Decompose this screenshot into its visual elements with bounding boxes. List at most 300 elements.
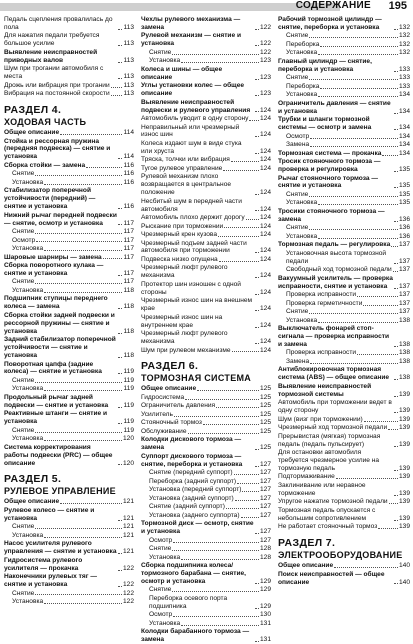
toc-entry[interactable] <box>141 16 271 32</box>
toc-entry[interactable] <box>141 82 271 98</box>
toc-page-number: 139 <box>398 523 410 531</box>
toc-entry[interactable] <box>278 366 410 382</box>
dot-leader <box>310 146 398 147</box>
dot-leader <box>172 591 259 592</box>
toc-page-number: 130 <box>259 611 271 619</box>
toc-entry[interactable] <box>4 573 134 589</box>
toc-entry[interactable] <box>278 191 410 199</box>
toc-entry-title: Снятие <box>12 170 35 178</box>
toc-entry-title: Чехлы рулевого механизма — замена <box>141 16 241 31</box>
toc-entry[interactable] <box>141 562 271 586</box>
toc-entry-title: Шум при рулевом механизме <box>141 346 231 354</box>
toc-entry[interactable] <box>278 523 410 531</box>
toc-entry[interactable] <box>141 198 271 214</box>
toc-entry-title: Установка <box>149 57 181 65</box>
dot-leader <box>174 416 259 417</box>
toc-entry[interactable] <box>141 512 271 520</box>
toc-entry[interactable] <box>4 361 134 377</box>
toc-entry[interactable] <box>141 595 271 611</box>
toc-page-number: 117 <box>123 236 134 244</box>
toc-entry[interactable] <box>141 385 271 393</box>
toc-entry-title: Переборка <box>286 82 320 90</box>
toc-entry[interactable] <box>278 58 410 74</box>
toc-page-number: 139 <box>398 473 410 481</box>
toc-entry[interactable] <box>141 478 271 486</box>
toc-entry[interactable] <box>141 620 271 628</box>
dot-leader <box>118 308 122 309</box>
toc-entry-title: Снятие (передний суппорт) <box>149 469 233 477</box>
toc-entry[interactable] <box>4 523 134 531</box>
section-title: ХОДОВАЯ ЧАСТЬ <box>4 117 87 128</box>
page-number: 195 <box>388 0 407 12</box>
toc-entry[interactable] <box>4 16 134 32</box>
toc-page-number: 124 <box>259 338 271 345</box>
toc-entry[interactable] <box>278 241 410 249</box>
toc-page-number: 138 <box>398 374 410 382</box>
toc-entry-title: Стабилизатор поперечной устойчивости (передний) — снятие и установка <box>4 187 96 211</box>
toc-entry-title: Выключатель фонарей стоп-сигнала — проверка исправности и замена <box>278 325 390 348</box>
toc-page-number: 117 <box>123 245 134 253</box>
toc-entry[interactable] <box>141 115 271 123</box>
dot-leader <box>36 241 122 242</box>
toc-page-number: 127 <box>259 536 271 544</box>
toc-entry[interactable] <box>4 237 134 245</box>
toc-entry[interactable] <box>278 41 410 49</box>
toc-page-number: 125 <box>259 410 271 418</box>
toc-entry-title: Общее описание <box>4 129 60 137</box>
toc-entry[interactable] <box>141 314 271 330</box>
dot-leader <box>118 407 122 408</box>
dot-leader <box>181 559 259 560</box>
toc-page-number: 121 <box>122 523 134 531</box>
toc-entry-title: Наконечники рулевых тяг — снятие и установка <box>4 573 97 589</box>
toc-page-number: 123 <box>259 57 271 65</box>
toc-page-number: 136 <box>398 215 410 223</box>
toc-page-number: 132 <box>398 23 410 31</box>
toc-entry[interactable] <box>4 498 134 506</box>
toc-entry-title: Тормозная педаль — регулировка <box>278 241 391 249</box>
toc-entry[interactable] <box>4 532 134 540</box>
toc-entry[interactable] <box>278 250 410 266</box>
toc-entry[interactable] <box>278 308 410 316</box>
toc-page-number: 124 <box>259 222 271 230</box>
dot-leader <box>391 246 398 247</box>
toc-page-number: 134 <box>398 149 410 157</box>
toc-entry-title: Снятие <box>12 523 35 531</box>
toc-entry-title: Нижний рычаг передней подвески — снятие, осмотр и установка <box>4 211 117 227</box>
toc-entry[interactable] <box>141 611 271 619</box>
toc-entry[interactable] <box>4 32 134 48</box>
toc-entry-title: Тормозной диск — осмотр, снятие и установка <box>141 520 254 536</box>
toc-entry[interactable] <box>141 486 271 494</box>
toc-entry[interactable] <box>278 175 410 191</box>
toc-entry[interactable] <box>141 49 271 57</box>
toc-entry[interactable] <box>278 399 410 415</box>
dot-leader <box>216 407 259 408</box>
dot-leader <box>309 313 398 314</box>
toc-entry[interactable] <box>278 16 410 32</box>
toc-page-number: 131 <box>259 636 271 644</box>
toc-entry[interactable] <box>4 138 134 162</box>
dot-leader <box>118 208 122 209</box>
toc-entry[interactable] <box>141 411 271 419</box>
dot-leader <box>246 219 259 220</box>
toc-entry-title: Снятие <box>12 589 35 597</box>
toc-entry-title: Установка <box>12 385 44 393</box>
dot-leader <box>255 641 259 642</box>
toc-entry[interactable] <box>141 503 271 511</box>
toc-page-number: 124 <box>259 106 271 114</box>
dot-leader <box>232 351 259 352</box>
dot-leader <box>118 62 122 63</box>
toc-entry[interactable] <box>4 312 134 336</box>
dot-leader <box>255 294 259 295</box>
toc-entry[interactable] <box>141 469 271 477</box>
toc-entry-title: Трубки и шланги тормозной системы — осмотр и замена <box>278 116 372 132</box>
toc-page-number: 122 <box>122 581 134 589</box>
toc-entry[interactable] <box>278 473 410 481</box>
toc-entry[interactable] <box>4 170 134 178</box>
toc-entry-title: Поиск неисправностей — общее описание <box>278 570 385 586</box>
toc-page-number: 122 <box>122 589 134 597</box>
toc-entry[interactable] <box>278 74 410 82</box>
toc-entry[interactable] <box>4 245 134 253</box>
toc-entry[interactable] <box>278 358 410 366</box>
toc-page-number: 137 <box>398 266 410 274</box>
toc-page-number: 124 <box>259 305 271 313</box>
toc-entry[interactable] <box>4 90 134 98</box>
toc-page-number: 123 <box>259 90 271 98</box>
toc-page-number: 134 <box>398 107 410 115</box>
dot-leader <box>309 229 398 230</box>
toc-page-number: 135 <box>398 166 410 174</box>
toc-entry-title: Тросик стояночного тормоза — проверка и регулировка <box>278 158 381 174</box>
toc-page-number: 128 <box>259 553 271 561</box>
toc-page-number: 135 <box>398 199 410 207</box>
toc-entry[interactable] <box>4 212 134 228</box>
dot-leader <box>118 373 122 374</box>
toc-entry[interactable] <box>141 586 271 594</box>
toc-entry[interactable] <box>141 231 271 239</box>
toc-entry[interactable] <box>141 223 271 231</box>
toc-entry[interactable] <box>141 32 271 48</box>
toc-entry[interactable] <box>4 385 134 393</box>
toc-page-number: 125 <box>259 444 271 452</box>
toc-entry-title: Колодки барабанного тормоза — замена <box>141 628 250 644</box>
dot-leader <box>394 446 398 447</box>
toc-entry-title: Переборка осевого порта подшипника <box>149 594 228 610</box>
dot-leader <box>336 478 398 479</box>
toc-page-number: 116 <box>123 203 134 211</box>
dot-leader <box>231 161 259 162</box>
toc-page-number: 138 <box>398 316 410 324</box>
toc-page-number: 113 <box>123 56 134 64</box>
toc-entry[interactable] <box>141 165 271 173</box>
toc-entry[interactable] <box>278 562 410 570</box>
toc-entry[interactable] <box>4 179 134 187</box>
toc-entry[interactable] <box>141 173 271 197</box>
toc-entry-title: Снятие (задний суппорт) <box>149 503 225 511</box>
dot-leader <box>44 292 122 293</box>
toc-entry-title: Заклинивание или неравное торможение <box>278 481 366 497</box>
dot-leader <box>118 570 122 571</box>
toc-entry-title: Прерывистая (мягкая) тормозная педаль (педаль пульсирует) <box>278 432 381 448</box>
toc-entry-title: Продольный рычаг задней подвески — снятие и установка <box>4 393 109 409</box>
dot-leader <box>394 187 398 188</box>
toc-entry[interactable] <box>141 330 271 346</box>
toc-entry[interactable] <box>4 49 134 65</box>
toc-entry-title: Углы установки колес — общее описание <box>141 82 245 98</box>
dot-leader <box>255 608 259 609</box>
toc-entry[interactable] <box>4 435 134 443</box>
toc-entry[interactable] <box>278 571 410 587</box>
toc-entry[interactable] <box>4 394 134 410</box>
toc-entry-title: Насос усилителя рулевого управления — снятие и установка <box>4 540 117 556</box>
dot-leader <box>44 250 122 251</box>
toc-entry[interactable] <box>4 590 134 598</box>
toc-entry[interactable] <box>4 162 134 170</box>
toc-entry-title: Установка <box>149 619 181 627</box>
toc-page-number: 123 <box>259 73 271 81</box>
toc-page-number: 124 <box>259 156 271 164</box>
dot-leader <box>44 537 122 538</box>
toc-page-number: 125 <box>259 385 271 393</box>
toc-entry[interactable] <box>278 498 410 506</box>
toc-entry-title: Осмотр <box>149 611 173 619</box>
toc-entry-title: Проверка исправности <box>286 349 357 357</box>
toc-entry[interactable] <box>278 150 410 158</box>
toc-entry[interactable] <box>4 598 134 606</box>
toc-entry-title: Проверка исправности <box>286 291 357 299</box>
dot-leader <box>255 45 259 46</box>
dot-leader <box>394 71 398 72</box>
toc-entry[interactable] <box>4 287 134 295</box>
toc-entry[interactable] <box>278 208 410 224</box>
toc-entry[interactable] <box>141 394 271 402</box>
toc-entry[interactable] <box>278 433 410 449</box>
toc-entry[interactable] <box>278 383 410 399</box>
toc-entry[interactable] <box>141 537 271 545</box>
toc-entry[interactable] <box>278 317 410 325</box>
toc-page-number: 132 <box>398 49 410 57</box>
toc-page-number: 133 <box>398 65 410 73</box>
toc-entry[interactable] <box>141 495 271 503</box>
toc-page-number: 139 <box>398 424 410 432</box>
toc-entry-title: Тормозная система — прокачка <box>278 149 382 157</box>
toc-page-number: 137 <box>398 257 410 265</box>
dot-leader <box>394 412 398 413</box>
toc-entry[interactable] <box>4 129 134 137</box>
toc-entry-title: Подвеска низко опущена <box>141 255 218 263</box>
dot-leader <box>188 433 259 434</box>
dot-leader <box>388 429 398 430</box>
toc-entry-title: Установка <box>12 435 44 443</box>
dot-leader <box>255 194 259 195</box>
toc-entry-title: Дрожь или вибрация при трогании <box>4 81 110 89</box>
toc-entry[interactable] <box>278 199 410 207</box>
toc-page-number: 118 <box>123 303 134 311</box>
toc-entry-title: Установка <box>12 178 44 186</box>
toc-page-number: 113 <box>123 73 134 81</box>
toc-entry[interactable] <box>4 278 134 286</box>
toc-entry[interactable] <box>278 449 410 473</box>
toc-entry[interactable] <box>141 402 271 410</box>
toc-entry-title: Снятие <box>149 48 172 56</box>
toc-entry[interactable] <box>278 116 410 132</box>
toc-entry[interactable] <box>278 100 410 116</box>
toc-page-number: 119 <box>123 426 134 434</box>
toc-entry[interactable] <box>4 254 134 262</box>
toc-entry[interactable] <box>4 187 134 211</box>
toc-entry[interactable] <box>4 444 134 468</box>
toc-entry[interactable] <box>141 453 271 469</box>
toc-page-number: 125 <box>259 427 271 435</box>
toc-entry-title: Установка <box>12 531 44 539</box>
toc-entry[interactable] <box>278 291 410 299</box>
toc-entry[interactable] <box>278 32 410 40</box>
toc-entry[interactable] <box>141 628 271 644</box>
toc-entry[interactable] <box>278 325 410 349</box>
toc-entry[interactable] <box>141 57 271 65</box>
toc-entry[interactable] <box>278 266 410 274</box>
toc-entry-title: Снятие <box>286 224 309 232</box>
dot-leader <box>394 583 398 584</box>
toc-entry[interactable] <box>141 436 271 452</box>
toc-entry[interactable] <box>4 410 134 426</box>
toc-entry-title: Автомобиль при торможении ведет в одну сторону <box>278 399 392 415</box>
dot-leader <box>118 158 122 159</box>
toc-entry-title: Автомобиль плохо держит дорогу <box>141 214 245 222</box>
toc-entry-title: Установка (задний суппорт) <box>149 494 234 502</box>
toc-entry[interactable] <box>278 416 410 424</box>
toc-page-number: 124 <box>259 272 271 280</box>
dot-leader <box>394 263 398 264</box>
toc-entry[interactable] <box>278 424 410 432</box>
toc-entry[interactable] <box>141 297 271 313</box>
toc-entry-title: Общее описание <box>141 385 197 393</box>
toc-page-number: 129 <box>259 602 271 610</box>
dot-leader <box>35 528 122 529</box>
toc-entry[interactable] <box>141 99 271 115</box>
toc-entry[interactable] <box>4 228 134 236</box>
dot-leader <box>309 79 398 80</box>
toc-entry-title: Усилитель <box>141 410 173 418</box>
toc-entry[interactable] <box>4 336 134 360</box>
toc-entry-title: Автомобиль уводит в одну сторону <box>141 115 249 123</box>
toc-entry[interactable] <box>141 281 271 297</box>
toc-entry[interactable] <box>4 65 134 81</box>
toc-page-number: 139 <box>398 489 410 497</box>
toc-entry-title: Установка <box>149 553 181 561</box>
toc-entry[interactable] <box>141 545 271 553</box>
toc-page-number: 124 <box>259 131 271 139</box>
toc-entry-title: Колодки дискового тормоза — замена <box>141 436 242 452</box>
toc-entry[interactable] <box>141 256 271 264</box>
toc-entry[interactable] <box>4 427 134 435</box>
toc-entry-title: Упругое нажатие тормозной педали <box>278 498 388 506</box>
toc-entry-title: Замена <box>286 357 310 365</box>
dot-leader <box>394 221 398 222</box>
toc-entry-title: Для нажатия педали требуется большое усилие <box>4 32 100 48</box>
toc-page-number: 122 <box>122 564 134 572</box>
toc-entry[interactable] <box>141 240 271 256</box>
toc-page-number: 133 <box>398 74 410 82</box>
toc-entry[interactable] <box>141 520 271 536</box>
toc-entry[interactable] <box>141 419 271 427</box>
toc-entry[interactable] <box>4 507 134 523</box>
dot-leader <box>310 138 398 139</box>
toc-entry[interactable] <box>278 482 410 498</box>
toc-entry[interactable] <box>278 275 410 291</box>
toc-entry[interactable] <box>141 140 271 156</box>
toc-page-number: 134 <box>398 91 410 99</box>
toc-entry-title: Система корректирования работы подвески (PRC) — общее описание <box>4 443 113 467</box>
dot-leader <box>255 79 259 80</box>
toc-entry[interactable] <box>141 347 271 355</box>
toc-entry[interactable] <box>141 156 271 164</box>
toc-page-number: 122 <box>122 598 134 606</box>
toc-entry[interactable] <box>278 83 410 91</box>
toc-entry[interactable] <box>278 158 410 174</box>
toc-entry-title: Снятие <box>286 74 309 82</box>
toc-page-number: 124 <box>259 255 271 263</box>
toc-entry[interactable] <box>141 124 271 140</box>
dot-leader <box>60 134 122 135</box>
dot-leader <box>118 357 122 358</box>
toc-entry[interactable] <box>141 554 271 562</box>
dot-leader <box>111 95 123 96</box>
toc-entry[interactable] <box>278 141 410 149</box>
toc-entry[interactable] <box>4 557 134 573</box>
toc-entry[interactable] <box>278 49 410 57</box>
toc-entry[interactable] <box>141 264 271 280</box>
toc-entry[interactable] <box>278 349 410 357</box>
toc-page-number: 127 <box>259 503 271 511</box>
dot-leader <box>320 46 398 47</box>
toc-entry[interactable] <box>278 133 410 141</box>
toc-entry-title: Подшипник ступицы переднего колеса — замена <box>4 295 108 311</box>
toc-entry-title: Установка <box>286 49 318 57</box>
toc-entry[interactable] <box>278 91 410 99</box>
dot-leader <box>118 553 122 554</box>
toc-entry-title: Неправильный или чрезмерный износ шин <box>141 123 240 139</box>
toc-entry[interactable] <box>141 214 271 222</box>
dot-leader <box>255 533 259 534</box>
toc-entry[interactable] <box>278 233 410 241</box>
toc-entry-title: Снятие <box>286 190 309 198</box>
toc-entry[interactable] <box>278 300 410 308</box>
toc-page-number: 124 <box>259 346 271 354</box>
toc-page-number: 137 <box>398 291 410 299</box>
toc-entry-title: Чрезмерный люфт рулевого механизма <box>141 330 228 345</box>
toc-entry[interactable] <box>4 295 134 311</box>
toc-entry[interactable] <box>4 540 134 556</box>
toc-entry[interactable] <box>141 66 271 82</box>
toc-entry[interactable] <box>278 224 410 232</box>
toc-entry[interactable] <box>4 377 134 385</box>
dot-leader <box>255 310 259 311</box>
toc-entry[interactable] <box>4 82 134 90</box>
toc-page-number: 132 <box>398 40 410 48</box>
dot-leader <box>242 491 259 492</box>
toc-page-number: 132 <box>398 32 410 40</box>
toc-entry[interactable] <box>141 428 271 436</box>
toc-entry[interactable] <box>4 262 134 278</box>
toc-page-number: 124 <box>259 231 271 239</box>
toc-entry-title: Шаровые шарниры — замена <box>4 253 102 261</box>
toc-entry[interactable] <box>278 507 410 523</box>
dot-leader <box>44 440 122 441</box>
